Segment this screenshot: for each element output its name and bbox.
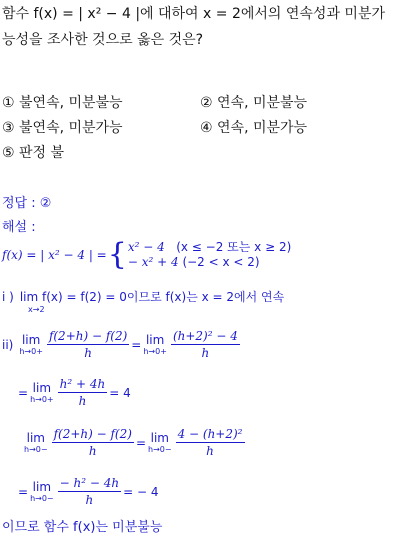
lim-subscript: h→0+ xyxy=(143,347,167,356)
choice-number: ③ xyxy=(2,120,15,136)
step-1-marker: i ) xyxy=(2,289,14,304)
lim-subscript: h→0− xyxy=(24,445,48,454)
fraction-denominator: h xyxy=(84,346,92,360)
solution-label: 해설 : xyxy=(2,220,36,235)
choice-number: ② xyxy=(200,95,213,111)
step-2-line-2: = lim h→0+ $\frac{\text{h² + 4h}}{h}$ = 4 xyxy=(18,377,131,408)
lim-subscript: h→0− xyxy=(30,494,54,503)
lim-word: lim xyxy=(26,431,45,445)
choice-text: 연속, 미분불능 xyxy=(217,95,308,111)
fraction-numerator: f(2+h) − f(2) xyxy=(53,427,132,441)
step-2-line-3: lim h→0− $\frac{f(2+h) - f(2)}{h}$ = lim h→0− $\frac{\text{4 − (h+2)²}}{h}$ xyxy=(24,427,243,458)
result: = − 4 xyxy=(123,484,159,499)
step-2-marker: ii) xyxy=(2,337,14,352)
answer-label: 정답 : ② xyxy=(2,196,52,211)
lim-word: lim xyxy=(150,431,169,445)
piecewise-definition xyxy=(2,237,292,272)
lim-subscript: h→0− xyxy=(148,445,172,454)
choice-1 xyxy=(2,92,123,112)
fraction-numerator: (h+2)² − 4 xyxy=(172,329,238,343)
lim-word: lim xyxy=(21,333,41,347)
case-2-condition: (−2 < x < 2) xyxy=(182,255,260,269)
conclusion: 이므로 함수 f(x)는 미분불능 xyxy=(2,520,163,535)
fraction-denominator: h xyxy=(78,394,87,408)
choice-3 xyxy=(2,117,123,137)
choice-text: 불연속, 미분가능 xyxy=(19,120,123,136)
fraction-denominator: h xyxy=(201,346,210,360)
fraction-numerator: f(2+h) − f(2) xyxy=(48,329,128,343)
left-brace: { xyxy=(107,237,127,272)
step-1-text: lim f(x) = f(2) = 0이므로 f(x)는 x = 2에서 연속 xyxy=(19,290,285,304)
case-2-expr: − x² + 4 xyxy=(127,255,179,269)
fraction-denominator: h xyxy=(206,444,214,458)
fraction-denominator: h xyxy=(88,444,97,458)
fraction-numerator: h² + 4h xyxy=(59,377,106,391)
choice-5 xyxy=(2,142,64,162)
fraction-numerator: 4 − (h+2)² xyxy=(177,427,243,441)
case-1-condition: (x ≤ −2 또는 x ≥ 2) xyxy=(176,240,292,254)
definition-lhs: f(x) = | x² − 4 | = xyxy=(2,248,107,262)
choice-2 xyxy=(200,92,307,112)
lim-word: lim xyxy=(32,480,52,494)
choice-text: 연속, 미분가능 xyxy=(217,120,308,136)
choice-4 xyxy=(200,117,307,137)
choice-number: ① xyxy=(2,95,15,111)
result: = 4 xyxy=(109,385,131,400)
cases xyxy=(128,240,291,270)
case-1-expr: x² − 4 xyxy=(127,240,165,254)
lim-word: lim xyxy=(145,333,165,347)
step-1-limit-subscript: x→2 xyxy=(28,305,45,314)
lim-subscript: h→0+ xyxy=(19,347,43,356)
step-2-line-4: = lim h→0− $\frac{\text{− h² − 4h}}{h}$ = − 4 xyxy=(18,476,159,507)
fraction-numerator: − h² − 4h xyxy=(59,476,120,490)
choice-number: ④ xyxy=(200,120,213,136)
fraction-denominator: h xyxy=(85,493,94,507)
question-line-2: 능성을 조사한 것으로 옳은 것은? xyxy=(2,32,204,48)
choice-text: 불연속, 미분불능 xyxy=(19,95,123,111)
step-2-line-1: ii) lim h→0+ $\frac{f(2+h) - f(2)}{h}$ = lim h→0+ $\frac{\text{(h+2)² − 4}}{h}$ xyxy=(2,329,238,360)
choice-text: 판정 불 xyxy=(19,145,65,161)
lim-subscript: h→0+ xyxy=(30,395,54,404)
step-1 xyxy=(2,288,284,305)
question-line-1: 함수 f(x) = | x² − 4 |에 대하여 x = 2에서의 연속성과 미분가 xyxy=(2,6,385,22)
lim-word: lim xyxy=(32,381,52,395)
choice-number: ⑤ xyxy=(2,145,15,161)
